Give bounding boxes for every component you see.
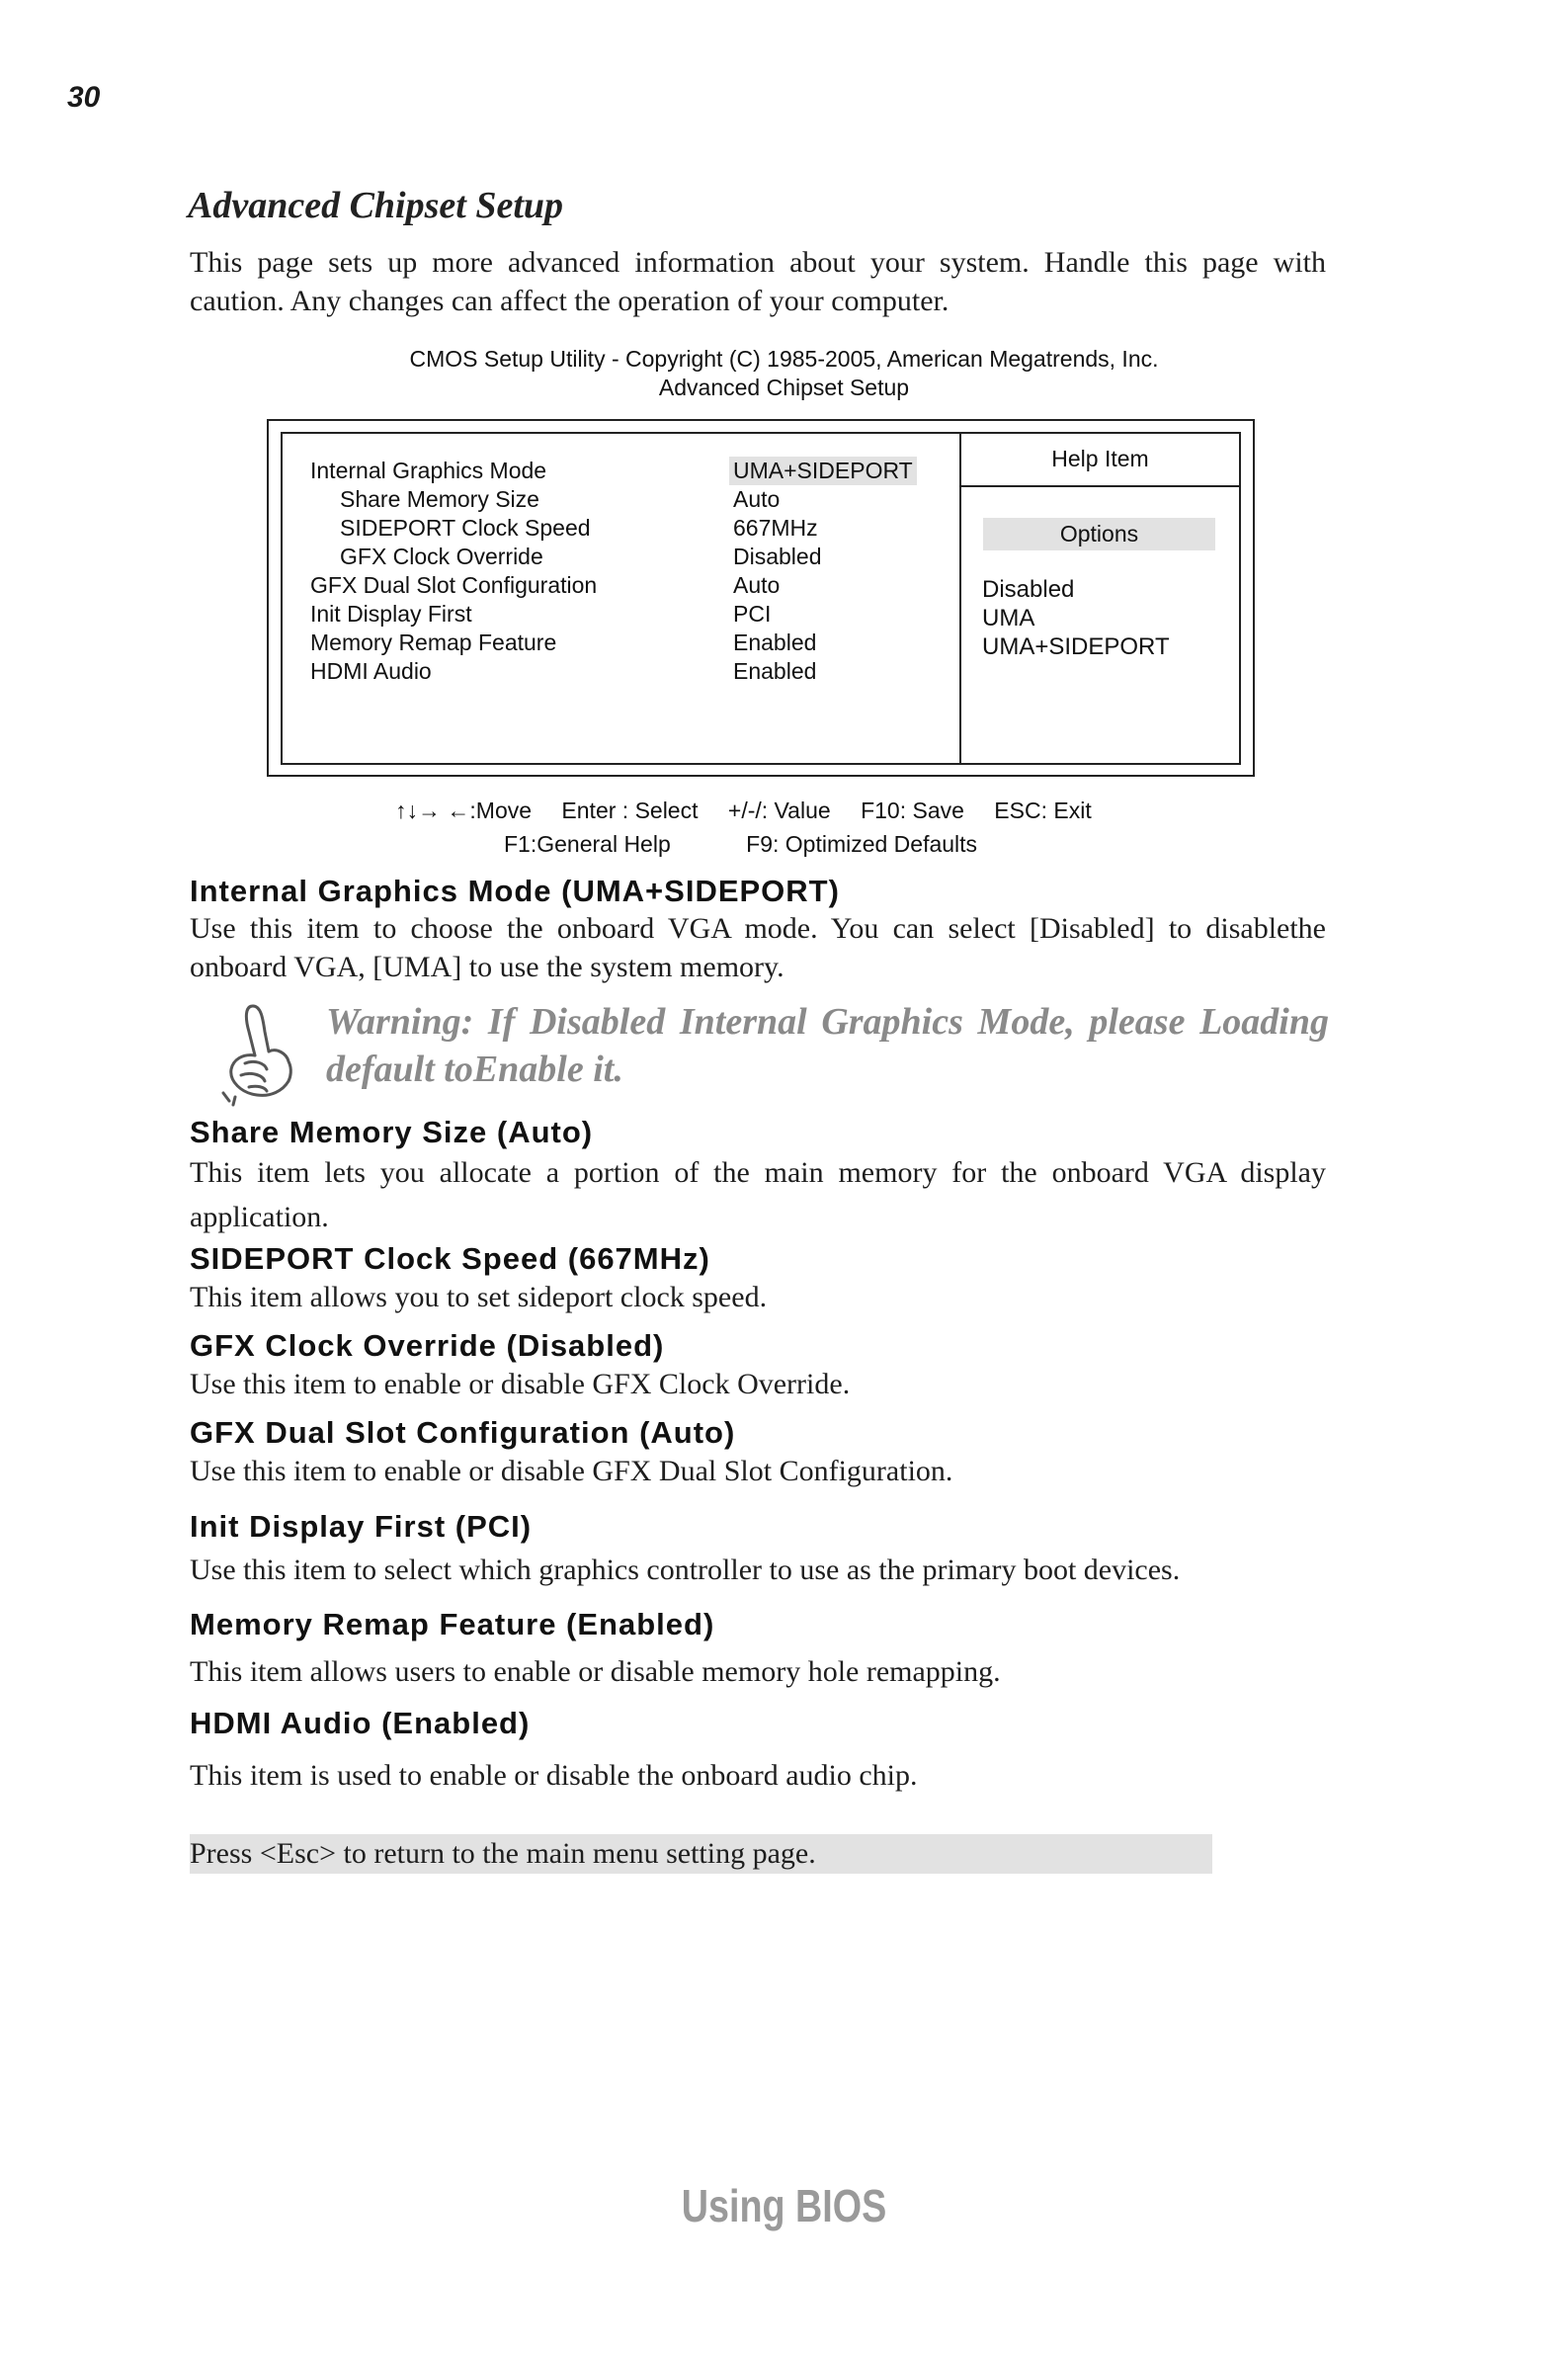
item-description: This item is used to enable or disable the onboard audio chip. — [190, 1759, 918, 1792]
key-move: ↑↓→ ←:Move — [395, 798, 533, 823]
option-item[interactable]: Disabled — [982, 576, 1075, 603]
pointing-hand-icon — [215, 998, 314, 1107]
help-item-title: Help Item — [1051, 446, 1149, 471]
item-heading: Init Display First (PCI) — [190, 1509, 533, 1544]
key-select: Enter : Select — [561, 798, 699, 823]
bios-item-label[interactable]: GFX Dual Slot Configuration — [310, 572, 598, 598]
item-heading: Share Memory Size (Auto) — [190, 1115, 594, 1149]
options-header: Options — [983, 518, 1215, 550]
bios-item-value-selected[interactable]: UMA+SIDEPORT — [729, 457, 917, 485]
warning-note: Warning: If Disabled Internal Graphics Mode, please Loading default toEnable it. — [326, 1001, 1329, 1090]
item-description: Use this item to select which graphics controller to use as the primary boot devices. — [190, 1554, 1181, 1586]
key-exit: ESC: Exit — [994, 798, 1092, 823]
bios-caption-copyright: CMOS Setup Utility - Copyright (C) 1985-2005, American Megatrends, Inc. — [409, 346, 1159, 372]
item-heading: GFX Dual Slot Configuration (Auto) — [190, 1415, 736, 1450]
item-description: This item lets you allocate a portion of the main memory for the onboard VGA display application. — [190, 1156, 1326, 1233]
page-footer: Using BIOS — [681, 2180, 887, 2231]
bios-item-value[interactable]: 667MHz — [733, 515, 818, 541]
item-heading: SIDEPORT Clock Speed (667MHz) — [190, 1241, 710, 1276]
item-description: Use this item to enable or disable GFX Dual Slot Configuration. — [190, 1455, 953, 1487]
option-item[interactable]: UMA — [982, 605, 1035, 631]
item-description: Use this item to enable or disable GFX Clock Override. — [190, 1368, 851, 1400]
bios-caption-title: Advanced Chipset Setup — [658, 375, 910, 400]
key-legend-row-1 — [395, 798, 1115, 824]
item-heading: Memory Remap Feature (Enabled) — [190, 1607, 715, 1641]
bios-item-label[interactable]: Internal Graphics Mode — [310, 458, 547, 483]
key-legend-row-2 — [504, 831, 1001, 858]
option-item[interactable]: UMA+SIDEPORT — [982, 633, 1170, 660]
bios-item-label[interactable]: Memory Remap Feature — [310, 630, 557, 655]
bios-item-value[interactable]: PCI — [733, 601, 772, 627]
help-options-list — [982, 575, 1170, 661]
key-save: F10: Save — [861, 798, 964, 823]
item-description: This item allows you to set sideport clock speed. — [190, 1281, 768, 1313]
key-value: +/-/: Value — [727, 798, 831, 823]
bios-item-label[interactable]: Share Memory Size — [340, 486, 539, 512]
bios-item-values — [733, 457, 917, 686]
bios-item-label[interactable]: Init Display First — [310, 601, 472, 627]
bios-item-labels — [310, 457, 597, 686]
bios-help-title-divider — [959, 485, 1241, 487]
bios-item-value[interactable]: Disabled — [733, 544, 822, 569]
bios-item-value[interactable]: Enabled — [733, 630, 817, 655]
bios-help-divider — [959, 432, 961, 765]
bios-item-value[interactable]: Auto — [733, 572, 781, 598]
bios-item-value[interactable]: Enabled — [733, 658, 817, 684]
key-defaults: F9: Optimized Defaults — [746, 831, 978, 857]
page-number: 30 — [67, 81, 101, 114]
bios-item-value[interactable]: Auto — [733, 486, 781, 512]
bios-item-label[interactable]: GFX Clock Override — [340, 544, 543, 569]
intro-paragraph: This page sets up more advanced information about your system. Handle this page with caution. Any changes can affect the operation of your computer. — [190, 246, 1326, 317]
item-heading: HDMI Audio (Enabled) — [190, 1706, 531, 1740]
item-heading: GFX Clock Override (Disabled) — [190, 1328, 665, 1363]
bios-item-label[interactable]: SIDEPORT Clock Speed — [340, 515, 591, 541]
item-heading: Internal Graphics Mode (UMA+SIDEPORT) — [190, 874, 840, 908]
section-title: Advanced Chipset Setup — [188, 185, 564, 226]
item-description: Use this item to choose the onboard VGA mode. You can select [Disabled] to disablethe onboard VGA, [UMA] to use the system memory. — [190, 912, 1326, 983]
item-description: This item allows users to enable or disable memory hole remapping. — [190, 1655, 1001, 1688]
bios-item-label[interactable]: HDMI Audio — [310, 658, 432, 684]
esc-note: Press <Esc> to return to the main menu setting page. — [190, 1834, 1212, 1874]
key-help: F1:General Help — [504, 831, 671, 857]
